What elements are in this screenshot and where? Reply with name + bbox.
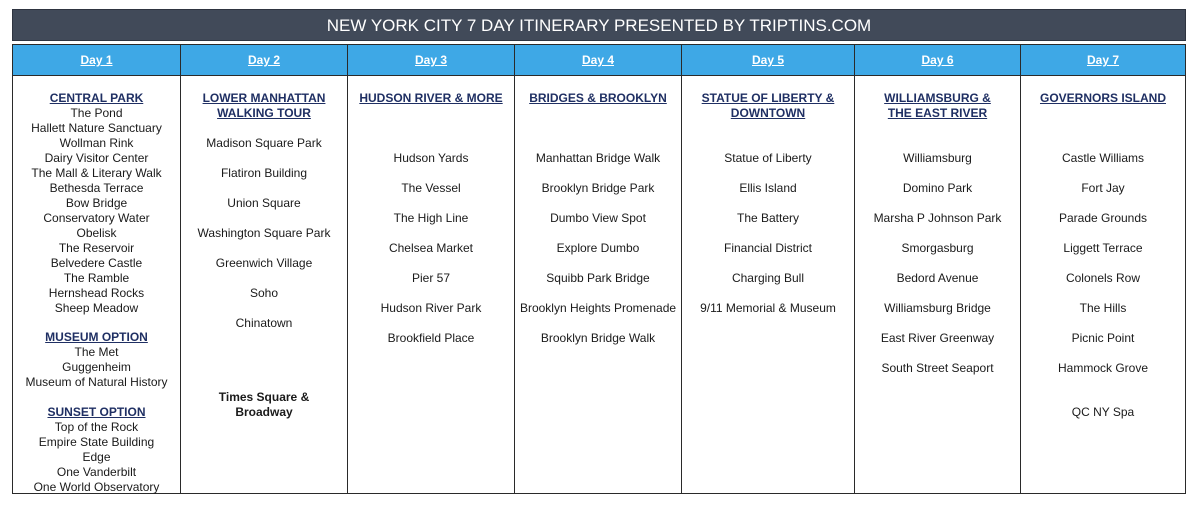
- day-column-5: [681, 45, 854, 493]
- list-item: Madison Square Park: [206, 136, 322, 150]
- list-item: The High Line: [393, 211, 469, 225]
- section-header: THE EAST RIVER: [887, 106, 988, 120]
- day-column-3: [347, 45, 514, 493]
- list-item: Charging Bull: [731, 271, 805, 285]
- list-item: Statue of Liberty: [724, 151, 812, 165]
- list-item: The Reservoir: [58, 241, 135, 255]
- day-column-2: [180, 45, 347, 493]
- list-item: Dairy Visitor Center: [44, 151, 149, 165]
- list-item: 9/11 Memorial & Museum: [700, 301, 836, 315]
- list-item: Brooklyn Bridge Walk: [540, 331, 656, 345]
- list-item: Dumbo View Spot: [550, 211, 646, 225]
- list-item: The Ramble: [63, 271, 130, 285]
- day-column-1: [13, 45, 180, 493]
- day-4-link[interactable]: Day 4: [581, 53, 615, 67]
- list-item: Pier 57: [411, 271, 451, 285]
- list-item: Domino Park: [902, 181, 973, 195]
- section-header: WALKING TOUR: [217, 106, 311, 120]
- list-item: Hernshead Rocks: [48, 286, 145, 300]
- itinerary-table: [12, 44, 1186, 494]
- list-item: Hammock Grove: [1057, 361, 1149, 375]
- list-item: Wollman Rink: [59, 136, 134, 150]
- extra-item: Broadway: [235, 405, 293, 419]
- list-item: The Mall & Literary Walk: [31, 166, 162, 180]
- list-item: Top of the Rock: [54, 420, 139, 434]
- day-7-link[interactable]: Day 7: [1086, 53, 1120, 67]
- list-item: Hudson Yards: [393, 151, 469, 165]
- list-item: Bow Bridge: [65, 196, 128, 210]
- list-item: Brooklyn Bridge Park: [541, 181, 655, 195]
- list-item: Williamsburg Bridge: [884, 301, 991, 315]
- list-item: Brooklyn Heights Promenade: [519, 301, 677, 315]
- list-item: Conservatory Water: [43, 211, 150, 225]
- list-item: Fort Jay: [1081, 181, 1125, 195]
- list-item: Flatiron Building: [220, 166, 308, 180]
- day-6-link[interactable]: Day 6: [921, 53, 954, 67]
- extra-item: QC NY Spa: [1071, 405, 1135, 419]
- day-1-link[interactable]: Day 1: [80, 53, 113, 67]
- list-item: Hallett Nature Sanctuary: [31, 121, 162, 135]
- section-header: GOVERNORS ISLAND: [1039, 91, 1166, 105]
- list-item: Greenwich Village: [215, 256, 313, 270]
- list-item: Edge: [82, 450, 111, 464]
- list-item: Union Square: [227, 196, 301, 210]
- section-header: LOWER MANHATTAN: [202, 91, 326, 105]
- list-item: Williamsburg: [903, 151, 972, 165]
- section-header: STATUE OF LIBERTY &: [701, 91, 835, 105]
- day-header-4[interactable]: [515, 45, 681, 76]
- section-header: BRIDGES & BROOKLYN: [529, 91, 667, 105]
- list-item: Obelisk: [76, 226, 117, 240]
- list-item: Museum of Natural History: [25, 375, 168, 389]
- list-item: Parade Grounds: [1058, 211, 1148, 225]
- list-item: The Met: [74, 345, 119, 359]
- list-item: Guggenheim: [62, 360, 131, 374]
- day-2-link[interactable]: Day 2: [247, 53, 281, 67]
- list-item: The Battery: [736, 211, 800, 225]
- list-item: Marsha P Johnson Park: [873, 211, 1002, 225]
- list-item: Soho: [249, 286, 279, 300]
- day-3-link[interactable]: Day 3: [414, 53, 448, 67]
- day-header-1[interactable]: [13, 45, 180, 76]
- extra-item: Times Square &: [218, 390, 310, 404]
- day-5-link[interactable]: Day 5: [751, 53, 785, 67]
- section-header: DOWNTOWN: [730, 106, 806, 120]
- list-item: East River Greenway: [880, 331, 995, 345]
- list-item: Ellis Island: [739, 181, 797, 195]
- list-item: Castle Williams: [1061, 151, 1144, 165]
- list-item: Hudson River Park: [380, 301, 482, 315]
- list-item: Smorgasburg: [901, 241, 974, 255]
- list-item: Bethesda Terrace: [49, 181, 144, 195]
- list-item: Chinatown: [235, 316, 293, 330]
- list-item: One World Observatory: [33, 480, 160, 494]
- list-item: Empire State Building: [38, 435, 155, 449]
- list-item: The Pond: [70, 106, 123, 120]
- list-item: South Street Seaport: [881, 361, 994, 375]
- list-item: The Hills: [1079, 301, 1127, 315]
- list-item: Brookfield Place: [387, 331, 475, 345]
- day-column-7: [1020, 45, 1185, 493]
- section-header-sunset-option: SUNSET OPTION: [47, 405, 146, 419]
- day-header-7[interactable]: [1021, 45, 1185, 76]
- list-item: Chelsea Market: [388, 241, 474, 255]
- list-item: Manhattan Bridge Walk: [535, 151, 661, 165]
- list-item: Picnic Point: [1071, 331, 1135, 345]
- list-item: Liggett Terrace: [1063, 241, 1143, 255]
- day-header-2[interactable]: [181, 45, 347, 76]
- day-header-5[interactable]: [682, 45, 854, 76]
- section-header: HUDSON RIVER & MORE: [359, 91, 503, 105]
- section-header-museum-option: MUSEUM OPTION: [45, 330, 148, 344]
- itinerary-title: NEW YORK CITY 7 DAY ITINERARY PRESENTED BY TRIPTINS.COM: [12, 9, 1186, 41]
- list-item: One Vanderbilt: [56, 465, 137, 479]
- section-header: WILLIAMSBURG &: [884, 91, 991, 105]
- list-item: Colonels Row: [1065, 271, 1141, 285]
- day-column-4: [514, 45, 681, 493]
- day-header-6[interactable]: [855, 45, 1020, 76]
- list-item: Washington Square Park: [197, 226, 331, 240]
- list-item: Sheep Meadow: [54, 301, 139, 315]
- day-header-3[interactable]: [348, 45, 514, 76]
- section-header-central-park: CENTRAL PARK: [49, 91, 144, 105]
- list-item: Explore Dumbo: [556, 241, 640, 255]
- list-item: The Vessel: [401, 181, 461, 195]
- list-item: Belvedere Castle: [50, 256, 143, 270]
- list-item: Squibb Park Bridge: [546, 271, 650, 285]
- day-column-6: [854, 45, 1020, 493]
- list-item: Financial District: [723, 241, 813, 255]
- list-item: Bedord Avenue: [896, 271, 979, 285]
